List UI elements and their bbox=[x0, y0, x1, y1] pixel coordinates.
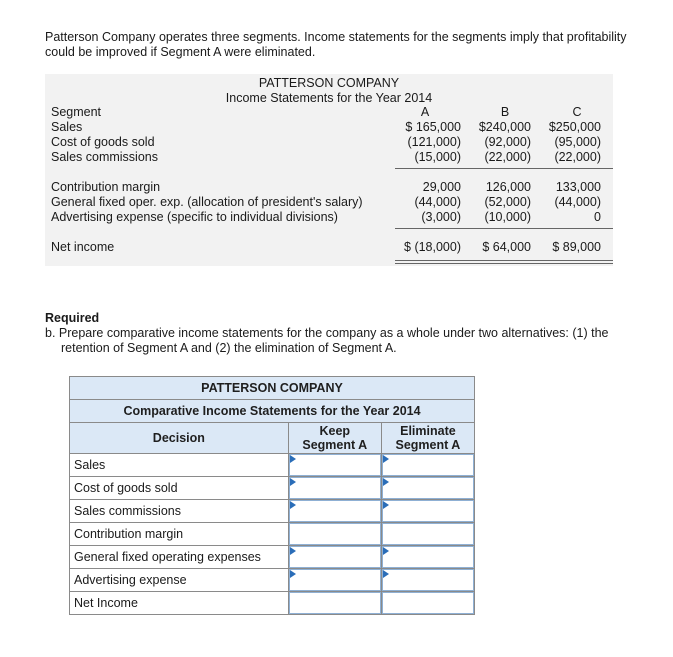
row-label: General fixed operating expenses bbox=[70, 546, 289, 569]
value-cogs-a: (121,000) bbox=[407, 135, 461, 149]
input-marker-icon bbox=[290, 455, 296, 463]
required-section bbox=[45, 311, 645, 356]
value-contribution-b: 126,000 bbox=[485, 180, 531, 194]
keep-advertising-input[interactable] bbox=[289, 569, 381, 591]
value-general-fixed-c: (44,000) bbox=[554, 195, 601, 209]
row-label: Cost of goods sold bbox=[70, 477, 289, 500]
table-row bbox=[70, 523, 475, 546]
row-label: Sales commissions bbox=[70, 500, 289, 523]
column-header-c: C bbox=[572, 105, 582, 119]
value-advertising-b: (10,000) bbox=[484, 210, 531, 224]
keep-net-income-input-cell[interactable] bbox=[288, 592, 381, 615]
value-advertising-c: 0 bbox=[594, 210, 601, 224]
keep-net-income-input[interactable] bbox=[289, 592, 381, 614]
value-cogs-c: (95,000) bbox=[554, 135, 601, 149]
eliminate-contribution-input[interactable] bbox=[382, 523, 474, 545]
table-row bbox=[70, 454, 475, 477]
problem-intro: Patterson Company operates three segments. Income statements for the segments imply that profitability could be improved if Segment A were eliminated. bbox=[45, 30, 627, 59]
value-sales-c: $250,000 bbox=[548, 120, 601, 134]
required-item-b: b. Prepare comparative income statements for the company as a whole under two alternatives: (1) the retention of Segment A and (2) the elimination of Segment A. bbox=[45, 326, 609, 355]
subtotal-rule bbox=[395, 168, 613, 169]
eliminate-advertising-input-cell[interactable] bbox=[381, 569, 474, 592]
row-label-general-fixed: General fixed oper. exp. (allocation of president's salary) bbox=[51, 195, 363, 209]
row-label-segment: Segment bbox=[51, 105, 102, 119]
double-rule-bottom bbox=[395, 263, 613, 264]
table-row bbox=[70, 546, 475, 569]
keep-cogs-input[interactable] bbox=[289, 477, 381, 499]
eliminate-contribution-input-cell[interactable] bbox=[381, 523, 474, 546]
eliminate-sales-input-cell[interactable] bbox=[381, 454, 474, 477]
input-marker-icon bbox=[383, 455, 389, 463]
eliminate-net-income-input[interactable] bbox=[382, 592, 474, 614]
decision-header: Decision bbox=[70, 423, 289, 454]
eliminate-general-fixed-input-cell[interactable] bbox=[381, 546, 474, 569]
input-marker-icon bbox=[383, 501, 389, 509]
table-row bbox=[70, 500, 475, 523]
column-header-b: B bbox=[500, 105, 510, 119]
input-marker-icon bbox=[383, 547, 389, 555]
input-marker-icon bbox=[290, 570, 296, 578]
eliminate-general-fixed-input[interactable] bbox=[382, 546, 474, 568]
column-header-a: A bbox=[420, 105, 430, 119]
row-label-contribution: Contribution margin bbox=[51, 180, 161, 194]
value-sales-a: $ 165,000 bbox=[405, 120, 461, 134]
required-heading: Required bbox=[45, 311, 100, 325]
value-net-income-a: $ (18,000) bbox=[404, 240, 461, 254]
eliminate-cogs-input-cell[interactable] bbox=[381, 477, 474, 500]
keep-advertising-input-cell[interactable] bbox=[288, 569, 381, 592]
row-label-commissions: Sales commissions bbox=[51, 150, 158, 164]
keep-cogs-input-cell[interactable] bbox=[288, 477, 381, 500]
double-rule-top bbox=[395, 260, 613, 261]
row-label: Sales bbox=[70, 454, 289, 477]
input-marker-icon bbox=[383, 478, 389, 486]
value-commissions-b: (22,000) bbox=[484, 150, 531, 164]
value-general-fixed-b: (52,000) bbox=[484, 195, 531, 209]
row-label: Contribution margin bbox=[70, 523, 289, 546]
eliminate-commissions-input[interactable] bbox=[382, 500, 474, 522]
keep-general-fixed-input[interactable] bbox=[289, 546, 381, 568]
row-label-net-income: Net income bbox=[51, 240, 115, 254]
row-label-advertising: Advertising expense (specific to individual divisions) bbox=[51, 210, 338, 224]
table-row bbox=[70, 477, 475, 500]
keep-sales-input[interactable] bbox=[289, 454, 381, 476]
comparative-company: PATTERSON COMPANY bbox=[70, 377, 475, 400]
comparative-statement-table bbox=[69, 376, 475, 615]
eliminate-segment-a-header: Eliminate Segment A bbox=[381, 423, 474, 454]
row-label-cogs: Cost of goods sold bbox=[51, 135, 155, 149]
value-commissions-a: (15,000) bbox=[414, 150, 461, 164]
input-marker-icon bbox=[383, 570, 389, 578]
keep-commissions-input-cell[interactable] bbox=[288, 500, 381, 523]
table-row bbox=[70, 569, 475, 592]
segment-income-statement bbox=[45, 74, 613, 266]
row-label-sales: Sales bbox=[51, 120, 83, 134]
input-marker-icon bbox=[290, 478, 296, 486]
statement-subtitle: Income Statements for the Year 2014 bbox=[225, 91, 433, 105]
eliminate-net-income-input-cell[interactable] bbox=[381, 592, 474, 615]
statement-company: PATTERSON COMPANY bbox=[258, 76, 400, 90]
keep-general-fixed-input-cell[interactable] bbox=[288, 546, 381, 569]
value-sales-b: $240,000 bbox=[478, 120, 531, 134]
value-commissions-c: (22,000) bbox=[554, 150, 601, 164]
value-general-fixed-a: (44,000) bbox=[414, 195, 461, 209]
comparative-subtitle: Comparative Income Statements for the Year 2014 bbox=[70, 400, 475, 423]
row-label: Net Income bbox=[70, 592, 289, 615]
input-marker-icon bbox=[290, 501, 296, 509]
keep-sales-input-cell[interactable] bbox=[288, 454, 381, 477]
eliminate-cogs-input[interactable] bbox=[382, 477, 474, 499]
value-net-income-c: $ 89,000 bbox=[552, 240, 601, 254]
value-contribution-c: 133,000 bbox=[555, 180, 601, 194]
value-contribution-a: 29,000 bbox=[422, 180, 461, 194]
value-net-income-b: $ 64,000 bbox=[482, 240, 531, 254]
table-row bbox=[70, 592, 475, 615]
row-label: Advertising expense bbox=[70, 569, 289, 592]
value-cogs-b: (92,000) bbox=[484, 135, 531, 149]
value-advertising-a: (3,000) bbox=[421, 210, 461, 224]
eliminate-sales-input[interactable] bbox=[382, 454, 474, 476]
input-marker-icon bbox=[290, 547, 296, 555]
eliminate-commissions-input-cell[interactable] bbox=[381, 500, 474, 523]
eliminate-advertising-input[interactable] bbox=[382, 569, 474, 591]
keep-contribution-input[interactable] bbox=[289, 523, 381, 545]
keep-segment-a-header: Keep Segment A bbox=[288, 423, 381, 454]
keep-commissions-input[interactable] bbox=[289, 500, 381, 522]
keep-contribution-input-cell[interactable] bbox=[288, 523, 381, 546]
net-income-rule bbox=[395, 228, 613, 229]
